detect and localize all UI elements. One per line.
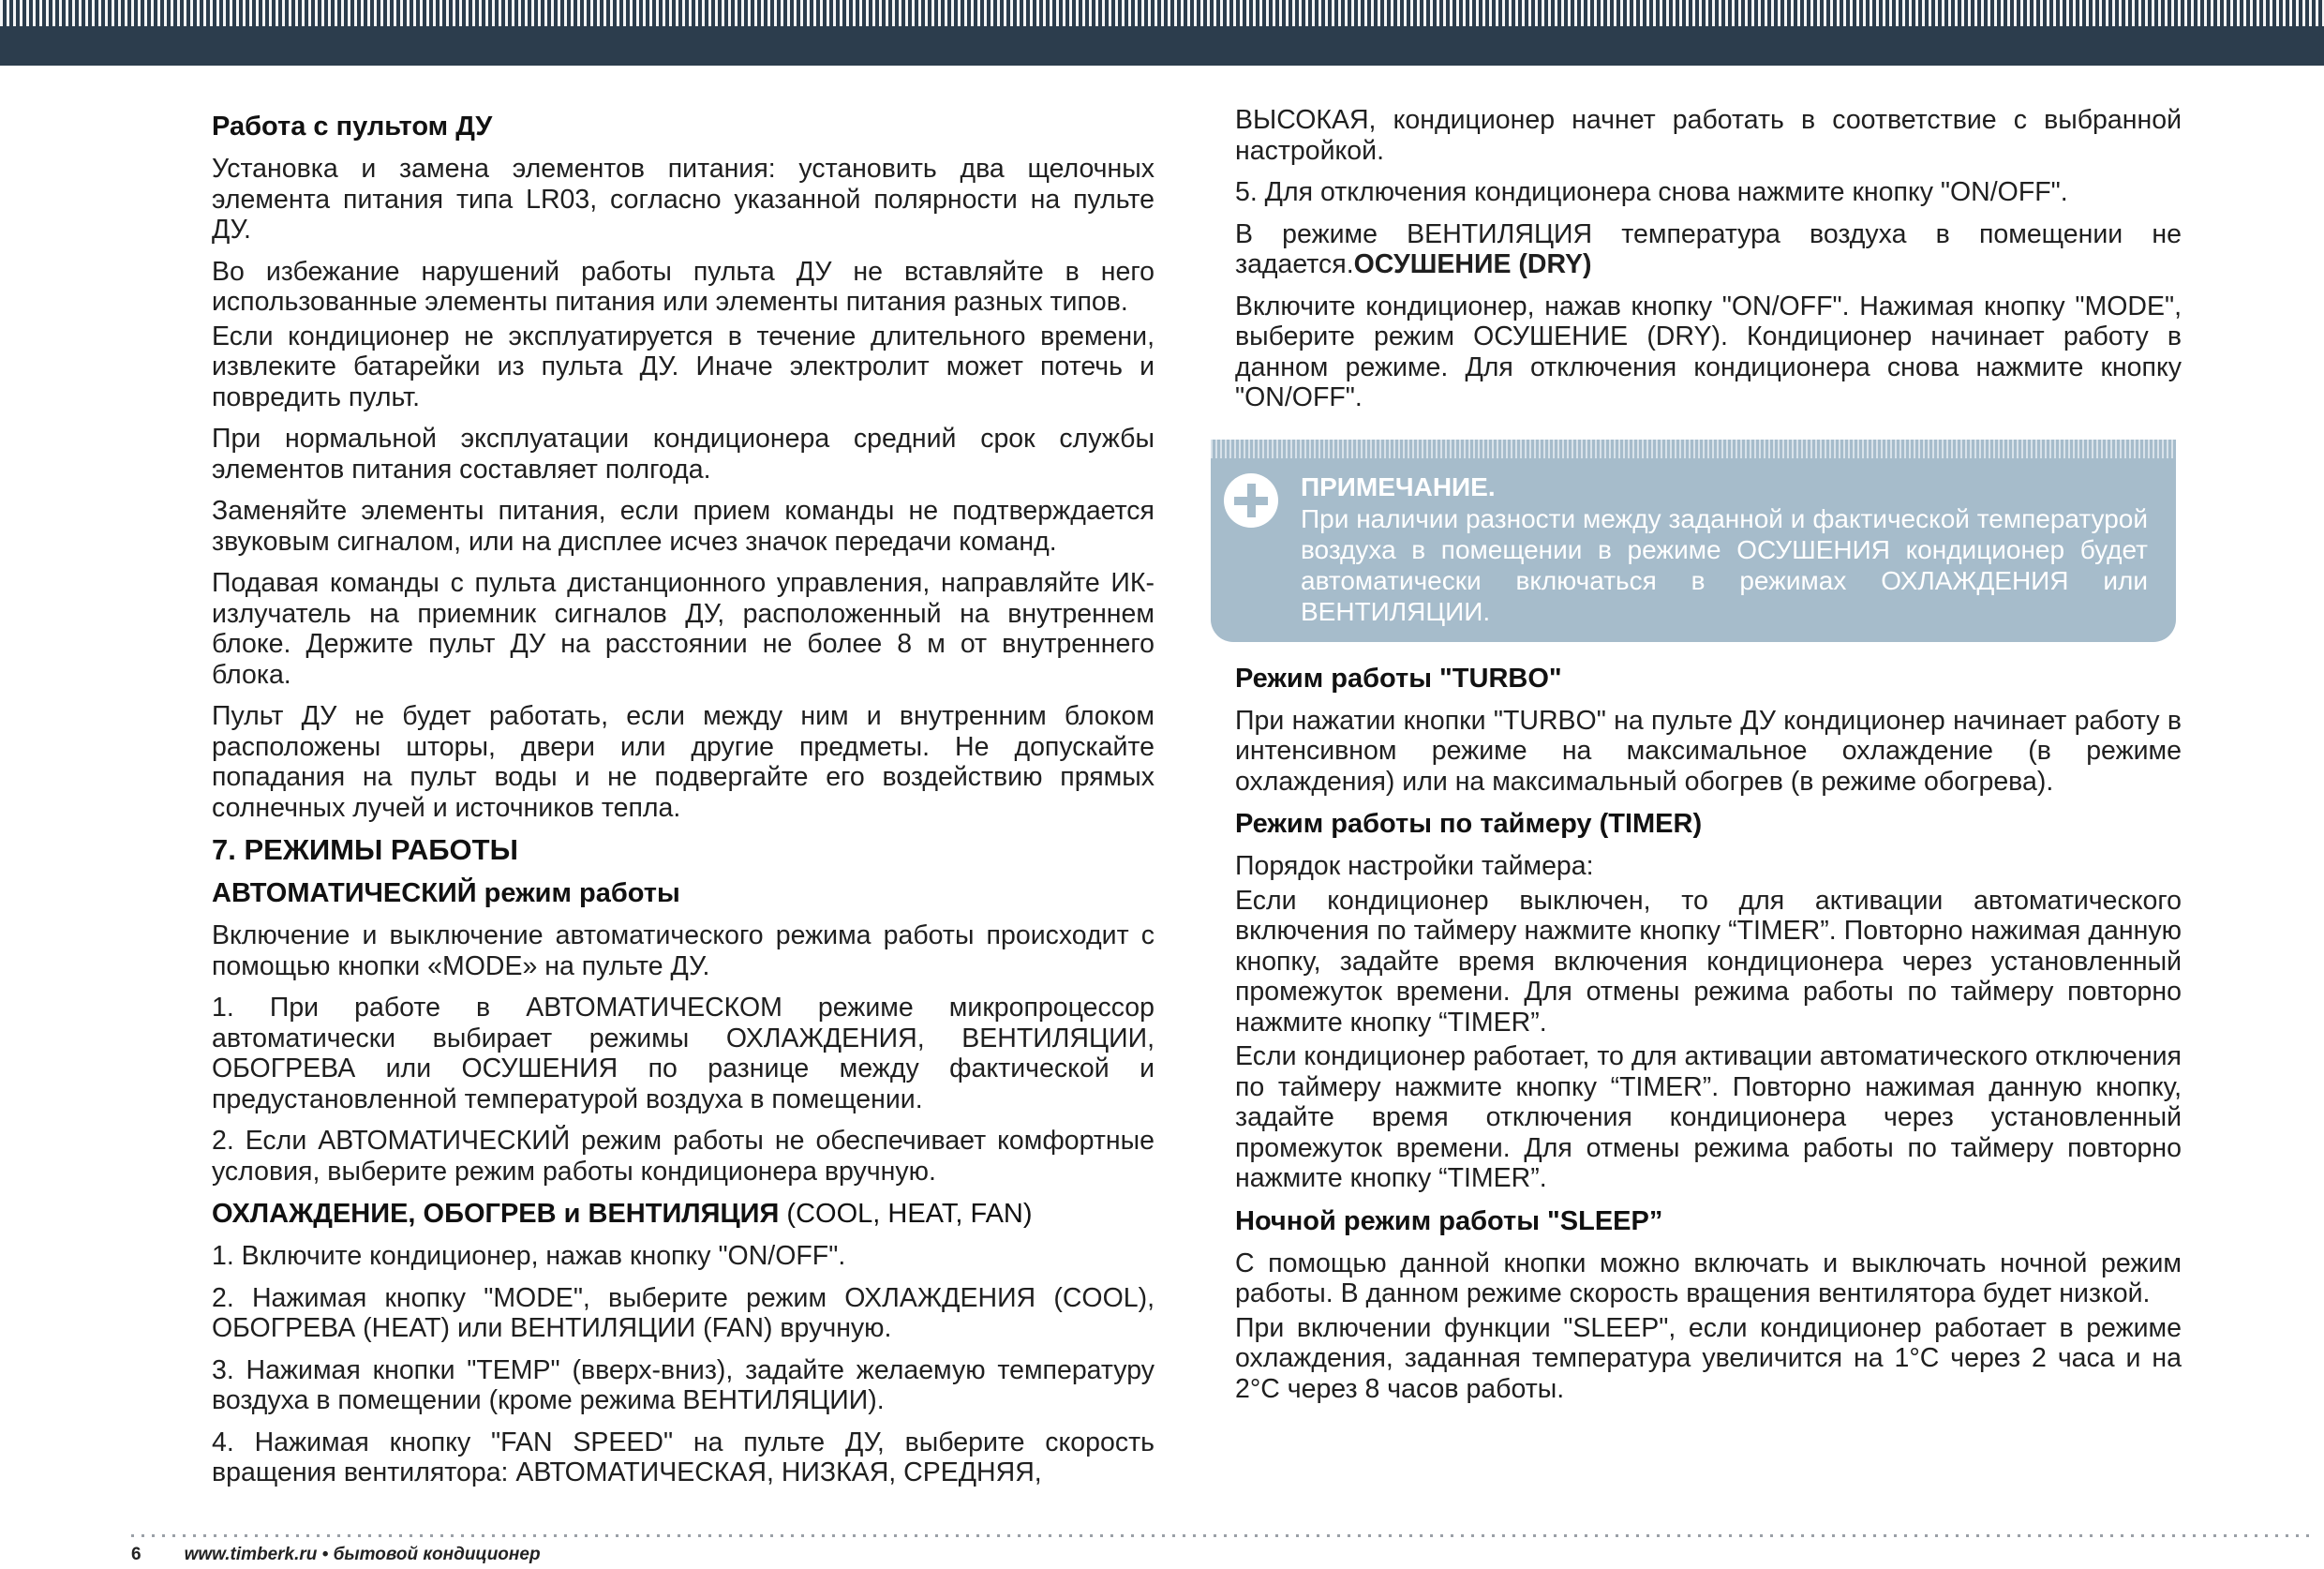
paragraph-timer-intro: Порядок настройки таймера: — [1235, 851, 1594, 881]
heading-cool-bold: ОХЛАЖДЕНИЕ, ОБОГРЕВ и ВЕНТИЛЯЦИЯ — [212, 1199, 780, 1229]
note-title: ПРИМЕЧАНИЕ. — [1301, 471, 1496, 501]
paragraph-auto-step1: 1. При работе в АВТОМАТИЧЕСКОМ режиме микропроцессор автоматически выбирает режимы ОХЛАЖДЕНИЯ, ВЕНТИЛЯЦИИ, ОБОГРЕВА или ОСУШЕНИЯ по разнице между фактической и предустановленной температурой воздуха в помещении. — [212, 993, 1155, 1114]
header-stripes — [0, 0, 2324, 26]
paragraph-fan-note — [1235, 219, 2182, 280]
paragraph-turn-off: 5. Для отключения кондиционера снова нажмите кнопку "ON/OFF". — [1235, 177, 2068, 207]
paragraph-battery-types: Во избежание нарушений работы пульта ДУ не вставляйте в него использованные элементы питания или элементы питания разных типов. — [212, 256, 1155, 317]
note-stripes — [1211, 440, 2176, 458]
paragraph-batteries: Установка и замена элементов питания: установить два щелочных элемента питания типа LR03, согласно указанной полярности на пульте ДУ. — [212, 154, 1155, 245]
footer — [131, 1545, 541, 1565]
paragraph-timer-off: Если кондиционер работает, то для активации автоматического отключения по таймеру нажмите кнопку “TIMER”. Повторно нажимая данную кнопку, задайте время отключения кондиционера через установленный промежуток времени. Для отмены режима работы по таймеру повторно нажмите кнопку “TIMER”. — [1235, 1041, 2182, 1193]
heading-remote: Работа с пультом ДУ — [212, 112, 493, 142]
footer-url: www.timberk.ru — [184, 1545, 318, 1564]
paragraph-cool-step2: 2. Нажимая кнопку "MODE", выберите режим ОХЛАЖДЕНИЯ (COOL), ОБОГРЕВА (HEAT) или ВЕНТИЛЯЦИИ (FAN) вручную. — [212, 1282, 1155, 1343]
paragraph-cool-step1: 1. Включите кондиционер, нажав кнопку "ON/OFF". — [212, 1241, 846, 1271]
paragraph-turbo: При нажатии кнопки "TURBO" на пульте ДУ кондиционер начинает работу в интенсивном режиме на максимальное охлаждение (в режиме охлаждения) или на максимальный обогрев (в режиме обогрева). — [1235, 705, 2182, 797]
right-column — [1235, 105, 2182, 1415]
heading-dry: ОСУШЕНИЕ (DRY) — [1353, 249, 1592, 279]
paragraph-cool-step3: 3. Нажимая кнопки "TEMP" (вверх-вниз), задайте желаемую температуру воздуха в помещении (кроме режима ВЕНТИЛЯЦИИ). — [212, 1354, 1155, 1415]
paragraph-sleep-intro: С помощью данной кнопки можно включать и выключать ночной режим работы. В данном режиме скорость вращения вентилятора будет низкой. — [1235, 1248, 2182, 1308]
paragraph-long-storage: Если кондиционер не эксплуатируется в течение длительного времени, извлеките батарейки из пульта ДУ. Иначе электролит может потечь и повредить пульт. — [212, 321, 1155, 412]
heading-turbo: Режим работы "TURBO" — [1235, 663, 1562, 694]
footer-divider — [131, 1534, 2315, 1537]
paragraph-battery-life: При нормальной эксплуатации кондиционера средний срок службы элементов питания составляет полгода. — [212, 424, 1155, 485]
left-column — [212, 111, 1155, 1500]
paragraph-ir-direction: Подавая команды с пульта дистанционного управления, направляйте ИК-излучатель на приемник сигналов ДУ, расположенный на внутреннем блоке. Держите пульт ДУ на расстоянии не более 8 м от внутреннего блока. — [212, 568, 1155, 690]
header-bar — [0, 0, 2324, 66]
heading-cool-codes: (COOL, HEAT, FAN) — [779, 1199, 1033, 1229]
paragraph-cool-step4: 4. Нажимая кнопку "FAN SPEED" на пульте ДУ, выберите скорость вращения вентилятора: АВТОМАТИЧЕСКАЯ, НИЗКАЯ, СРЕДНЯЯ, — [212, 1427, 1155, 1487]
paragraph-obstacles: Пульт ДУ не будет работать, если между ним и внутренним блоком расположены шторы, двери или другие предметы. Не допускайте попадания на пульт воды и не подвергайте его воздействию прямых солнечных лучей и источников тепла. — [212, 701, 1155, 823]
fan-note-text: В режиме ВЕНТИЛЯЦИЯ температура воздуха в помещении не задается. — [1235, 218, 2182, 279]
note-box — [1211, 440, 2176, 642]
page-number: 6 — [131, 1545, 142, 1564]
footer-subtitle: бытовой кондиционер — [333, 1545, 541, 1564]
footer-separator: • — [317, 1545, 334, 1564]
heading-sleep: Ночной режим работы "SLEEP” — [1235, 1205, 1663, 1236]
paragraph-auto-step2: 2. Если АВТОМАТИЧЕСКИЙ режим работы не обеспечивает комфортные условия, выберите режим работы кондиционера вручную. — [212, 1126, 1155, 1187]
paragraph-fan-speed-cont: ВЫСОКАЯ, кондиционер начнет работать в соответствие с выбранной настройкой. — [1235, 105, 2182, 166]
footer-site — [185, 1545, 541, 1564]
paragraph-sleep-temp: При включении функции "SLEEP", если кондиционер работает в режиме охлаждения, заданная температура увеличится на 1°С через 2 часа и на 2°С через 8 часов работы. — [1235, 1312, 2182, 1404]
plus-circle-icon — [1224, 473, 1278, 528]
paragraph-battery-replace: Заменяйте элементы питания, если прием команды не подтверждается звуковым сигналом, или на дисплее исчез значок передачи команд. — [212, 496, 1155, 557]
paragraph-auto-intro: Включение и выключение автоматического режима работы происходит с помощью кнопки «MODE» на пульте ДУ. — [212, 920, 1155, 981]
heading-auto: АВТОМАТИЧЕСКИЙ режим работы — [212, 878, 680, 908]
heading-cool-heat-fan — [212, 1198, 1155, 1230]
heading-timer: Режим работы по таймеру (TIMER) — [1235, 809, 1703, 839]
note-text: При наличии разности между заданной и фактической температурой воздуха в помещении в режиме ОСУШЕНИЯ кондиционер будет автоматически включаться в режимах ОХЛАЖДЕНИЯ или ВЕНТИЛЯЦИИ. — [1301, 503, 2148, 626]
paragraph-timer-on: Если кондиционер выключен, то для активации автоматического включения по таймеру нажмите кнопку “TIMER”. Повторно нажимая данную кнопку, задайте время включения кондиционера через установленный промежуток времени. Для отмены режима работы по таймеру повторно нажмите кнопку “TIMER”. — [1235, 885, 2182, 1038]
heading-modes: 7. РЕЖИМЫ РАБОТЫ — [212, 833, 518, 866]
paragraph-dry: Включите кондиционер, нажав кнопку "ON/OFF". Нажимая кнопку "MODE", выберите режим ОСУШЕНИЕ (DRY). Кондиционер начинает работу в данном режиме. Для отключения кондиционера снова нажмите кнопку "ON/OFF". — [1235, 291, 2182, 412]
